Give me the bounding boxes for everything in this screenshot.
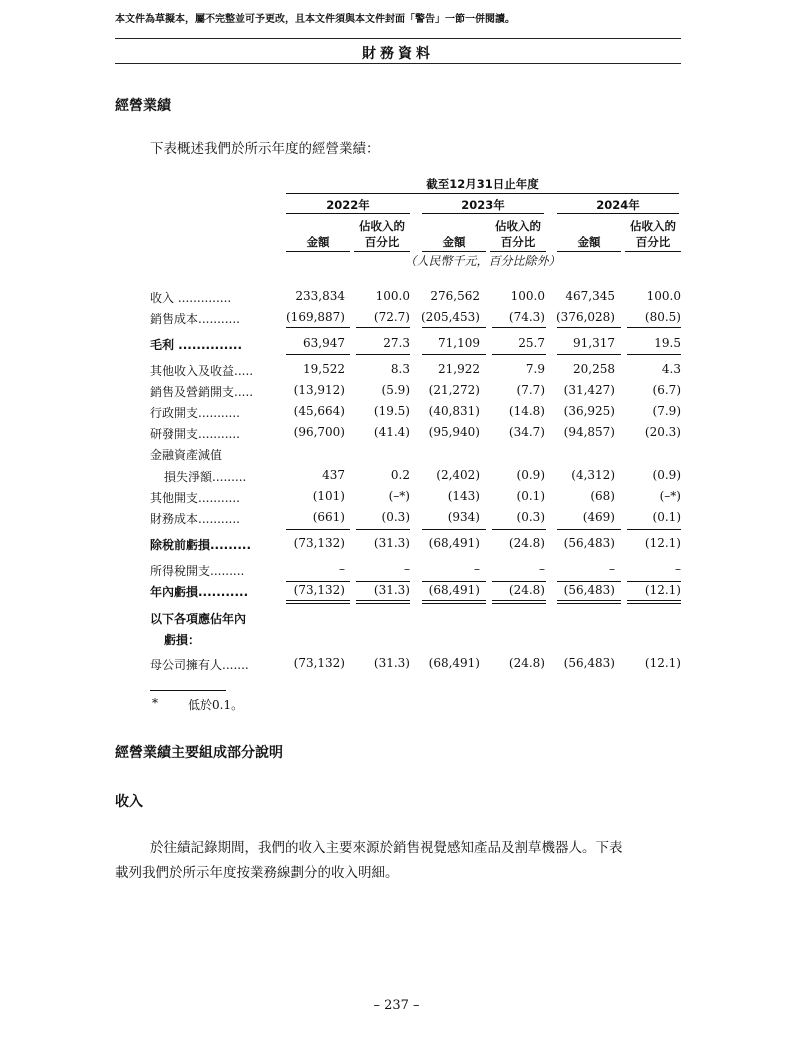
subtotal-rule	[422, 581, 486, 582]
table-row	[150, 446, 685, 466]
subtotal-rule	[627, 529, 681, 530]
subtotal-rule	[627, 327, 681, 328]
subtotal-rule	[286, 327, 350, 328]
year-underline-2024	[557, 213, 679, 214]
total-double-rule	[422, 600, 486, 601]
col-pct-2024-l2: 百分比	[635, 235, 671, 249]
subtotal-rule	[356, 327, 410, 328]
draft-warning: 本文件為草擬本，屬不完整並可予更改，且本文件須與本文件封面「警告」一節一併閱讀。	[115, 14, 515, 25]
subtotal-rule	[627, 354, 681, 355]
row-label: 銷售成本...........	[150, 312, 240, 326]
table-row	[150, 562, 685, 582]
col-pct-2023-l1: 佔收入的	[495, 219, 541, 233]
table-row	[150, 289, 685, 309]
row-value: (94,857)	[563, 425, 615, 439]
row-value: –	[675, 562, 681, 576]
row-value: (21,272)	[428, 383, 480, 397]
col-pct-2022-l2: 百分比	[364, 235, 400, 249]
header-rule-top	[115, 38, 681, 39]
col-pct-2024-l1: 佔收入的	[630, 219, 676, 233]
row-value: (2,402)	[436, 468, 480, 482]
table-row	[150, 656, 685, 676]
row-value: (73,132)	[293, 656, 345, 670]
row-value: (19.5)	[373, 404, 410, 418]
col-amount-2022: 金額	[306, 235, 330, 249]
footnote-rule	[150, 690, 226, 691]
row-value: (31.3)	[373, 536, 410, 550]
row-value: –	[539, 562, 545, 576]
row-value: 100.0	[375, 289, 410, 303]
row-value: 8.3	[390, 362, 410, 376]
row-value: (40,831)	[428, 404, 480, 418]
subtotal-rule	[492, 529, 546, 530]
row-value: 25.7	[518, 336, 545, 350]
heading-revenue: 收入	[115, 794, 143, 810]
table-row	[150, 536, 685, 556]
subtotal-rule	[492, 327, 546, 328]
unit-note: （人民幣千元，百分比除外）	[404, 254, 561, 268]
row-value: (4,312)	[571, 468, 615, 482]
row-value: (68)	[590, 489, 615, 503]
total-double-rule	[286, 603, 350, 604]
table-row	[150, 404, 685, 424]
row-label: 損失淨額.........	[164, 470, 247, 484]
row-value: 100.0	[646, 289, 681, 303]
row-value: (56,483)	[563, 583, 615, 597]
subtotal-rule	[492, 581, 546, 582]
row-value: 19,522	[303, 362, 345, 376]
row-value: (0.1)	[652, 510, 681, 524]
table-row	[150, 362, 685, 382]
row-value: (68,491)	[428, 536, 480, 550]
row-value: (73,132)	[293, 583, 345, 597]
total-double-rule	[286, 600, 350, 601]
row-value: (56,483)	[563, 536, 615, 550]
row-value: (31.3)	[373, 656, 410, 670]
row-value: (24.8)	[508, 656, 545, 670]
row-value: (95,940)	[428, 425, 480, 439]
year-underline-2022	[286, 213, 410, 214]
row-value: (56,483)	[563, 656, 615, 670]
row-value: (169,887)	[286, 310, 345, 324]
row-value: –	[339, 562, 345, 576]
subtotal-rule	[557, 327, 621, 328]
row-value: (205,453)	[421, 310, 480, 324]
col-amount-2024: 金額	[577, 235, 601, 249]
page-number: – 237 –	[373, 998, 420, 1013]
row-value: (12.1)	[644, 583, 681, 597]
revenue-paragraph-line2: 載列我們於所示年度按業務線劃分的收入明細。	[115, 865, 399, 881]
row-value: (–*)	[388, 489, 410, 503]
row-value: (376,028)	[556, 310, 615, 324]
total-double-rule	[627, 600, 681, 601]
subtotal-rule	[557, 529, 621, 530]
year-underline-2023	[422, 213, 544, 214]
row-value: 4.3	[661, 362, 681, 376]
row-label: 研發開支...........	[150, 427, 240, 441]
row-value: (96,700)	[293, 425, 345, 439]
row-value: (661)	[312, 510, 345, 524]
row-value: 276,562	[430, 289, 480, 303]
col-pct-2023-l2: 百分比	[500, 235, 536, 249]
year-header-2022: 2022年	[326, 198, 370, 212]
row-value: (13,912)	[293, 383, 345, 397]
row-value: (7.9)	[652, 404, 681, 418]
row-value: (68,491)	[428, 656, 480, 670]
table-row	[150, 336, 685, 356]
table-row	[150, 383, 685, 403]
row-value: (68,491)	[428, 583, 480, 597]
table-row	[150, 610, 685, 630]
row-value: (74.3)	[508, 310, 545, 324]
subtotal-rule	[422, 327, 486, 328]
subtotal-rule	[286, 354, 350, 355]
year-header-2023: 2023年	[461, 198, 505, 212]
table-row	[150, 425, 685, 445]
col-amount-2023: 金額	[442, 235, 466, 249]
row-value: (34.7)	[508, 425, 545, 439]
footnote-marker: *	[152, 696, 158, 710]
row-value: 27.3	[383, 336, 410, 350]
subtotal-rule	[557, 581, 621, 582]
row-label: 年內虧損...........	[150, 585, 249, 599]
footnote-text: 低於0.1。	[188, 698, 244, 712]
total-double-rule	[422, 603, 486, 604]
row-label: 以下各項應佔年內	[150, 612, 247, 626]
subtotal-rule	[557, 354, 621, 355]
subtotal-rule	[422, 354, 486, 355]
row-value: 7.9	[525, 362, 545, 376]
row-value: 437	[322, 468, 345, 482]
row-value: (72.7)	[373, 310, 410, 324]
total-double-rule	[627, 603, 681, 604]
row-value: (0.9)	[516, 468, 545, 482]
row-value: (469)	[582, 510, 615, 524]
row-value: (24.8)	[508, 583, 545, 597]
subtotal-rule	[356, 354, 410, 355]
row-label: 行政開支...........	[150, 406, 240, 420]
row-value: (101)	[312, 489, 345, 503]
year-header-2024: 2024年	[596, 198, 640, 212]
row-value: (14.8)	[508, 404, 545, 418]
subtotal-rule	[286, 581, 350, 582]
table-row	[150, 468, 685, 488]
row-value: –	[609, 562, 615, 576]
row-value: 20,258	[573, 362, 615, 376]
row-value: (12.1)	[644, 536, 681, 550]
row-label: 母公司擁有人.......	[150, 658, 249, 672]
row-value: 91,317	[573, 336, 615, 350]
row-value: –	[474, 562, 480, 576]
row-value: (20.3)	[644, 425, 681, 439]
row-label: 金融資產減值	[150, 448, 223, 462]
intro-paragraph: 下表概述我們於所示年度的經營業績：	[150, 141, 380, 157]
total-double-rule	[356, 603, 410, 604]
row-label: 其他開支...........	[150, 491, 240, 505]
total-double-rule	[557, 600, 621, 601]
period-header: 截至12月31日止年度	[426, 177, 539, 191]
section-title: 財務資料	[362, 46, 434, 62]
row-value: (12.1)	[644, 656, 681, 670]
row-value: (5.9)	[381, 383, 410, 397]
row-value: (41.4)	[373, 425, 410, 439]
row-value: (–*)	[659, 489, 681, 503]
row-value: 71,109	[438, 336, 480, 350]
row-value: (24.8)	[508, 536, 545, 550]
row-label: 除稅前虧損.........	[150, 538, 252, 552]
subtotal-rule	[356, 529, 410, 530]
row-value: (31,427)	[563, 383, 615, 397]
subtotal-rule	[492, 354, 546, 355]
row-value: 19.5	[654, 336, 681, 350]
table-row	[150, 510, 685, 530]
row-value: (143)	[447, 489, 480, 503]
header-rule-bottom	[115, 63, 681, 64]
row-value: (934)	[447, 510, 480, 524]
row-value: 467,345	[565, 289, 615, 303]
subtotal-rule	[356, 581, 410, 582]
total-double-rule	[492, 600, 546, 601]
subtotal-rule	[422, 529, 486, 530]
total-double-rule	[356, 600, 410, 601]
row-value: 21,922	[438, 362, 480, 376]
row-label: 毛利 ..............	[150, 338, 242, 352]
table-row	[150, 489, 685, 509]
subtotal-rule	[286, 529, 350, 530]
period-underline	[286, 193, 679, 194]
row-value: (80.5)	[644, 310, 681, 324]
row-value: –	[404, 562, 410, 576]
col-pct-2022-l1: 佔收入的	[359, 219, 405, 233]
row-value: (31.3)	[373, 583, 410, 597]
heading-operating-results: 經營業績	[115, 98, 171, 114]
total-double-rule	[492, 603, 546, 604]
row-value: (0.3)	[381, 510, 410, 524]
row-value: (36,925)	[563, 404, 615, 418]
heading-components: 經營業績主要組成部分說明	[115, 745, 283, 761]
row-value: (6.7)	[652, 383, 681, 397]
row-value: (73,132)	[293, 536, 345, 550]
row-label: 其他收入及收益.....	[150, 364, 254, 378]
row-value: 100.0	[510, 289, 545, 303]
row-label: 所得稅開支.........	[150, 564, 245, 578]
row-label: 收入 ..............	[150, 291, 232, 305]
total-double-rule	[557, 603, 621, 604]
row-value: 63,947	[303, 336, 345, 350]
row-value: (0.9)	[652, 468, 681, 482]
revenue-paragraph-line1: 於往績記錄期間，我們的收入主要來源於銷售視覺感知產品及割草機器人。下表	[150, 840, 623, 856]
row-value: (0.1)	[516, 489, 545, 503]
row-value: (0.3)	[516, 510, 545, 524]
row-value: 0.2	[390, 468, 410, 482]
subtotal-rule	[627, 581, 681, 582]
row-label: 虧損：	[164, 633, 201, 647]
row-label: 財務成本...........	[150, 512, 240, 526]
table-row	[150, 631, 685, 651]
row-value: (7.7)	[516, 383, 545, 397]
row-value: 233,834	[295, 289, 345, 303]
row-value: (45,664)	[293, 404, 345, 418]
row-label: 銷售及營銷開支.....	[150, 385, 254, 399]
